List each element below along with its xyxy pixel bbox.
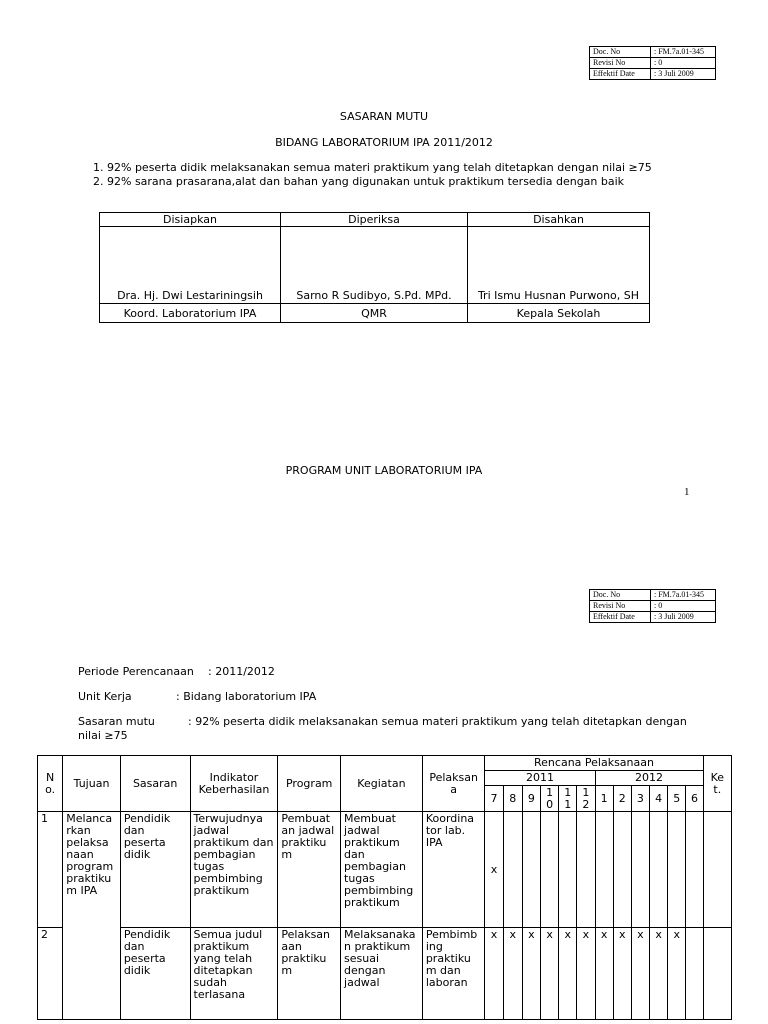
periode-label: Periode Perencanaan: [78, 665, 194, 678]
effective-date-value: : 3 Juli 2009: [651, 69, 716, 80]
cell-mark: [686, 812, 703, 928]
cell-ket: [703, 928, 731, 1020]
doc-info-box-2: [589, 589, 716, 623]
header-month: 1 2: [577, 786, 595, 812]
header-kegiatan: Kegiatan: [341, 756, 423, 812]
header-month: 8: [503, 786, 522, 812]
header-month: 3: [631, 786, 649, 812]
cell-mark: x: [540, 928, 558, 1020]
header-program: Program: [278, 756, 341, 812]
cell-mark: x: [613, 928, 631, 1020]
cell-program: Pembuat an jadwal praktiku m: [278, 812, 341, 928]
header-pelaksana: Pelaksan a: [422, 756, 485, 812]
header-ket: Ke t.: [703, 756, 731, 812]
cell-kegiatan: Membuat jadwal praktikum dan pembagian tugas pembimbing praktikum: [341, 812, 423, 928]
unit-label: Unit Kerja: [78, 690, 132, 703]
cell-tujuan: Melanca rkan pelaksa naan program praktiku m IPA: [63, 812, 121, 1020]
sign-position-prepared: Koord. Laboratorium IPA: [100, 304, 281, 323]
sign-name-approved: Tri Ismu Husnan Purwono, SH: [468, 227, 650, 304]
cell-sasaran: Pendidik dan peserta didik: [120, 812, 190, 928]
effective-date-label: Effektif Date: [590, 69, 651, 80]
cell-no: 1: [38, 812, 63, 928]
cell-mark: x: [577, 928, 595, 1020]
goal-1: 1. 92% peserta didik melaksanakan semua materi praktikum yang telah ditetapkan dengan nilai ≥75: [93, 161, 652, 174]
cell-mark: x: [485, 928, 503, 1020]
cell-mark: x: [650, 928, 668, 1020]
sasaran-value: : 92% peserta didik melaksanakan semua materi praktikum yang telah ditetapkan dengan: [188, 715, 687, 728]
header-month: 1 0: [540, 786, 558, 812]
cell-indikator: Semua judul praktikum yang telah ditetapkan sudah terlasana: [190, 928, 278, 1020]
sasaran-value-cont: nilai ≥75: [78, 729, 128, 742]
cell-mark: [559, 812, 577, 928]
sign-header-checked: Diperiksa: [281, 213, 468, 227]
cell-mark: [540, 812, 558, 928]
sasaran-label: Sasaran mutu: [78, 715, 155, 728]
cell-mark: x: [595, 928, 613, 1020]
cell-mark: [577, 812, 595, 928]
cell-mark: x: [559, 928, 577, 1020]
sign-name-checked: Sarno R Sudibyo, S.Pd. MPd.: [281, 227, 468, 304]
cell-pelaksana: Koordina tor lab. IPA: [422, 812, 485, 928]
header-month: 2: [613, 786, 631, 812]
revisi-value: : 0: [651, 601, 716, 612]
cell-mark: [503, 812, 522, 928]
effective-date-label: Effektif Date: [590, 612, 651, 623]
sign-name-prepared: Dra. Hj. Dwi Lestariningsih: [100, 227, 281, 304]
cell-mark: [522, 812, 540, 928]
cell-mark: [613, 812, 631, 928]
unit-value: : Bidang laboratorium IPA: [176, 690, 317, 703]
cell-program: Pelaksan aan praktiku m: [278, 928, 341, 1020]
cell-no: 2: [38, 928, 63, 1020]
sign-position-approved: Kepala Sekolah: [468, 304, 650, 323]
doc-no-label: Doc. No: [590, 590, 651, 601]
header-month: 1: [595, 786, 613, 812]
page-title: SASARAN MUTU: [339, 110, 429, 123]
table-row: [38, 928, 732, 1020]
cell-mark: [668, 812, 686, 928]
goal-2: 2. 92% sarana prasarana,alat dan bahan yang digunakan untuk praktikum tersedia dengan baik: [93, 175, 625, 188]
cell-mark: [650, 812, 668, 928]
effective-date-value: : 3 Juli 2009: [651, 612, 716, 623]
page-subtitle: BIDANG LABORATORIUM IPA 2011/2012: [275, 136, 493, 149]
revisi-value: : 0: [651, 58, 716, 69]
cell-pelaksana: Pembimb ing praktiku m dan laboran: [422, 928, 485, 1020]
header-month: 9: [522, 786, 540, 812]
header-month: 1 1: [559, 786, 577, 812]
periode-value: : 2011/2012: [208, 665, 275, 678]
doc-no-label: Doc. No: [590, 47, 651, 58]
header-tujuan: Tujuan: [63, 756, 121, 812]
doc-info-box: [589, 46, 716, 80]
cell-mark: [631, 812, 649, 928]
header-month: 4: [650, 786, 668, 812]
cell-mark: x: [485, 812, 503, 928]
cell-mark: x: [503, 928, 522, 1020]
cell-mark: x: [668, 928, 686, 1020]
cell-mark: [686, 928, 703, 1020]
doc-no-value: : FM.7a.01-345: [651, 590, 716, 601]
header-indikator: Indikator Keberhasilan: [190, 756, 278, 812]
cell-mark: [595, 812, 613, 928]
signature-table: [99, 212, 650, 323]
cell-mark: x: [631, 928, 649, 1020]
revisi-label: Revisi No: [590, 601, 651, 612]
revisi-label: Revisi No: [590, 58, 651, 69]
program-table: [37, 755, 732, 1020]
header-year-2011: 2011: [485, 771, 595, 786]
header-month: 6: [686, 786, 703, 812]
cell-ket: [703, 812, 731, 928]
header-year-2012: 2012: [595, 771, 703, 786]
header-month: 5: [668, 786, 686, 812]
header-sasaran: Sasaran: [120, 756, 190, 812]
cell-sasaran: Pendidik dan peserta didik: [120, 928, 190, 1020]
header-rencana: Rencana Pelaksanaan: [485, 756, 703, 771]
table-row: [38, 812, 732, 928]
sign-position-checked: QMR: [281, 304, 468, 323]
page-number: 1: [684, 486, 690, 498]
header-month: 7: [485, 786, 503, 812]
sign-header-prepared: Disiapkan: [100, 213, 281, 227]
sign-header-approved: Disahkan: [468, 213, 650, 227]
header-no: N o.: [38, 756, 63, 812]
cell-kegiatan: Melaksanaka n praktikum sesuai dengan jadwal: [341, 928, 423, 1020]
program-title: PROGRAM UNIT LABORATORIUM IPA: [285, 464, 483, 477]
cell-mark: x: [522, 928, 540, 1020]
doc-no-value: : FM.7a.01-345: [651, 47, 716, 58]
cell-indikator: Terwujudnya jadwal praktikum dan pembagian tugas pembimbing praktikum: [190, 812, 278, 928]
